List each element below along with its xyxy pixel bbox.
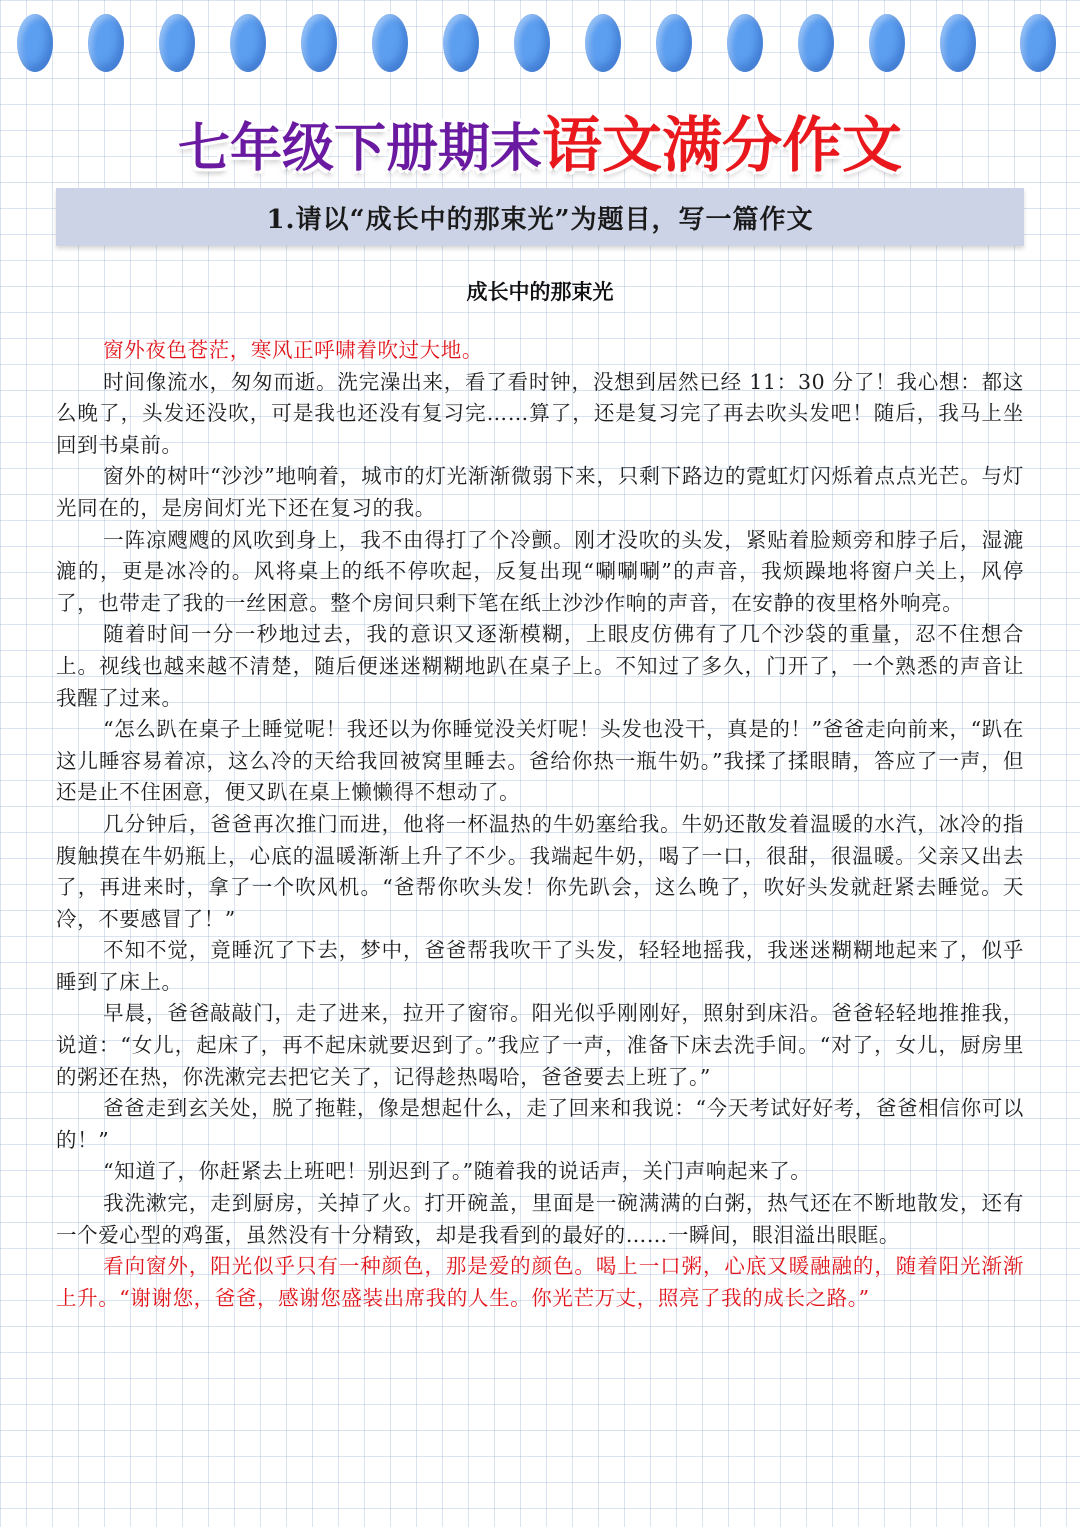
- binder-hole: [940, 14, 976, 72]
- binder-hole: [514, 14, 550, 72]
- prompt-banner: [56, 188, 1024, 246]
- essay-paragraph: 不知不觉，竟睡沉了下去，梦中，爸爸帮我吹干了头发，轻轻地摇我，我迷迷糊糊地起来了，似乎睡到了床上。: [56, 938, 1024, 994]
- binder-hole: [727, 14, 763, 72]
- binder-hole: [443, 14, 479, 72]
- page-title-part1: 七年级下册期末: [177, 118, 542, 179]
- essay-paragraph: 爸爸走到玄关处，脱了拖鞋，像是想起什么，走了回来和我说：“今天考试好好考，爸爸相信你可以的！”: [56, 1096, 1024, 1152]
- binder-hole: [372, 14, 408, 72]
- binder-hole: [230, 14, 266, 72]
- essay-paragraph: 我洗漱完，走到厨房，关掉了火。打开碗盖，里面是一碗满满的白粥，热气还在不断地散发，还有一个爱心型的鸡蛋，虽然没有十分精致，却是我看到的最好的……一瞬间，眼泪溢出眼眶。: [56, 1191, 1024, 1247]
- essay-title: 成长中的那束光: [466, 279, 614, 304]
- binder-hole: [301, 14, 337, 72]
- essay-paragraph: 窗外的树叶“沙沙”地响着，城市的灯光渐渐微弱下来，只剩下路边的霓虹灯闪烁着点点光芒。与灯光同在的，是房间灯光下还在复习的我。: [56, 464, 1024, 520]
- binder-hole: [159, 14, 195, 72]
- binder-hole: [656, 14, 692, 72]
- essay-paragraph: 时间像流水，匆匆而逝。洗完澡出来，看了看时钟，没想到居然已经 11：30 分了！我心想：都这么晚了，头发还没吹，可是我也还没有复习完……算了，还是复习完了再去吹头发吧！随后，我马上坐回到书桌前。: [56, 369, 1024, 457]
- binder-hole: [869, 14, 905, 72]
- essay-paragraph-conclusion: 看向窗外，阳光似乎只有一种颜色，那是爱的颜色。喝上一口粥，心底又暖融融的，随着阳光渐渐上升。“谢谢您，爸爸，感谢您盛装出席我的人生。你光芒万丈，照亮了我的成长之路。”: [56, 1254, 1024, 1310]
- page-title: [0, 98, 1080, 184]
- binder-hole: [88, 14, 124, 72]
- binder-hole: [17, 14, 53, 72]
- page-title-part2: 语文满分作文: [542, 111, 902, 181]
- essay-paragraph: 几分钟后，爸爸再次推门而进，他将一杯温热的牛奶塞给我。牛奶还散发着温暖的水汽，冰冷的指腹触摸在牛奶瓶上，心底的温暖渐渐上升了不少。我端起牛奶，喝了一口，很甜，很温暖。父亲又出去了，再进来时，拿了一个吹风机。“爸帮你吹头发！你先趴会，这么晚了，吹好头发就赶紧去睡觉。天冷，不要感冒了！”: [56, 811, 1024, 931]
- binder-holes: [0, 14, 1080, 76]
- essay-paragraph: “怎么趴在桌子上睡觉呢！我还以为你睡觉没关灯呢！头发也没干，真是的！”爸爸走向前来，“趴在这儿睡容易着凉，这么冷的天给我回被窝里睡去。爸给你热一瓶牛奶。”我揉了揉眼睛，答应了一声，但还是止不住困意，便又趴在桌上懒懒得不想动了。: [56, 717, 1024, 805]
- prompt-text: 1.请以“成长中的那束光”为题目，写一篇作文: [266, 204, 814, 235]
- essay-body: [56, 335, 1024, 1314]
- binder-hole: [585, 14, 621, 72]
- essay-paragraph: 随着时间一分一秒地过去，我的意识又逐渐模糊，上眼皮仿佛有了几个沙袋的重量，忍不住想合上。视线也越来越不清楚，随后便迷迷糊糊地趴在桌子上。不知过了多久，门开了，一个熟悉的声音让我醒了过来。: [56, 622, 1024, 710]
- binder-hole: [1020, 14, 1056, 72]
- essay-paragraph: “知道了，你赶紧去上班吧！别迟到了。”随着我的说话声，关门声响起来了。: [103, 1159, 812, 1184]
- essay-paragraph: 早晨，爸爸敲敲门，走了进来，拉开了窗帘。阳光似乎刚刚好，照射到床沿。爸爸轻轻地推推我，说道：“女儿，起床了，再不起床就要迟到了。”我应了一声，准备下床去洗手间。“对了，女儿，厨房里的粥还在热，你洗漱完去把它关了，记得趁热喝哈，爸爸要去上班了。”: [56, 1001, 1024, 1089]
- essay-paragraph: 一阵凉飕飕的风吹到身上，我不由得打了个冷颤。刚才没吹的头发，紧贴着脸颊旁和脖子后，湿漉漉的，更是冰冷的。风将桌上的纸不停吹起，反复出现“唰唰唰”的声音，我烦躁地将窗户关上，风停了，也带走了我的一丝困意。整个房间只剩下笔在纸上沙沙作响的声音，在安静的夜里格外响亮。: [56, 527, 1024, 615]
- essay-paragraph: 窗外夜色苍茫，寒风正呼啸着吹过大地。: [103, 338, 483, 362]
- binder-hole: [798, 14, 834, 72]
